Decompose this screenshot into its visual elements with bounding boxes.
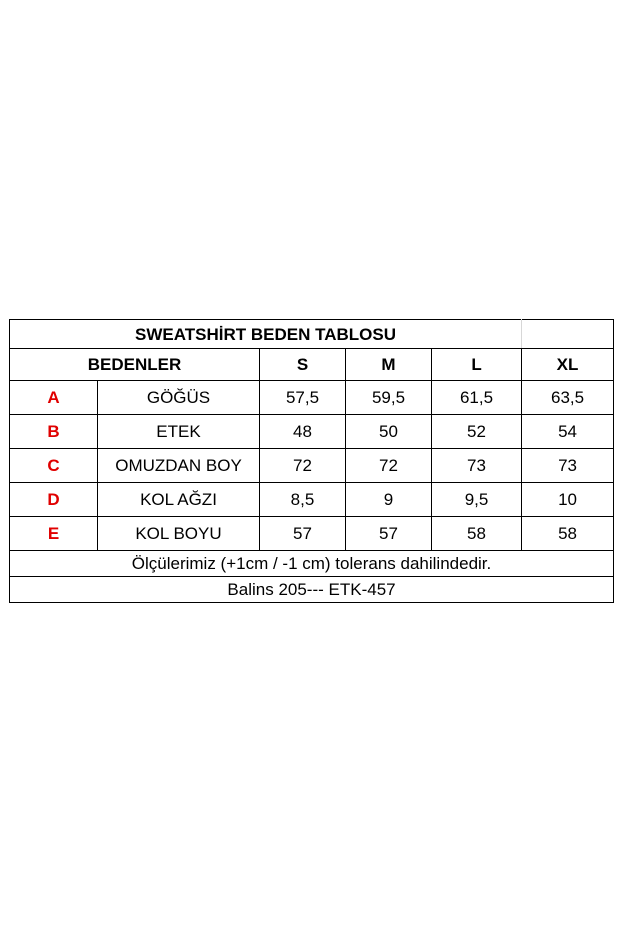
table-row [10,517,614,551]
table-row [10,483,614,517]
row-letter: A [10,381,98,415]
product-code: Balins 205--- ETK-457 [10,577,614,603]
tolerance-note-row [10,551,614,577]
header-row [10,349,614,381]
value-cell: 8,5 [260,483,346,517]
size-chart-table [9,319,614,603]
table-row [10,449,614,483]
value-cell: 58 [522,517,614,551]
value-cell: 63,5 [522,381,614,415]
title-blank-cell [522,320,614,349]
size-header-l: L [432,349,522,381]
row-measure-label: OMUZDAN BOY [98,449,260,483]
value-cell: 72 [260,449,346,483]
value-cell: 50 [346,415,432,449]
value-cell: 54 [522,415,614,449]
row-letter: D [10,483,98,517]
row-letter: E [10,517,98,551]
value-cell: 57 [260,517,346,551]
value-cell: 72 [346,449,432,483]
value-cell: 61,5 [432,381,522,415]
row-measure-label: GÖĞÜS [98,381,260,415]
size-header-m: M [346,349,432,381]
row-measure-label: KOL AĞZI [98,483,260,517]
row-letter: C [10,449,98,483]
value-cell: 10 [522,483,614,517]
value-cell: 57 [346,517,432,551]
row-measure-label: KOL BOYU [98,517,260,551]
value-cell: 48 [260,415,346,449]
product-code-row [10,577,614,603]
row-measure-label: ETEK [98,415,260,449]
table-row [10,381,614,415]
table-row [10,415,614,449]
tolerance-note: Ölçülerimiz (+1cm / -1 cm) tolerans dahilindedir. [10,551,614,577]
value-cell: 59,5 [346,381,432,415]
size-header-s: S [260,349,346,381]
table-title: SWEATSHİRT BEDEN TABLOSU [10,320,522,349]
sizes-header-label: BEDENLER [10,349,260,381]
value-cell: 58 [432,517,522,551]
value-cell: 73 [522,449,614,483]
value-cell: 9 [346,483,432,517]
row-letter: B [10,415,98,449]
size-header-xl: XL [522,349,614,381]
value-cell: 73 [432,449,522,483]
value-cell: 52 [432,415,522,449]
value-cell: 9,5 [432,483,522,517]
title-row [10,320,614,349]
value-cell: 57,5 [260,381,346,415]
